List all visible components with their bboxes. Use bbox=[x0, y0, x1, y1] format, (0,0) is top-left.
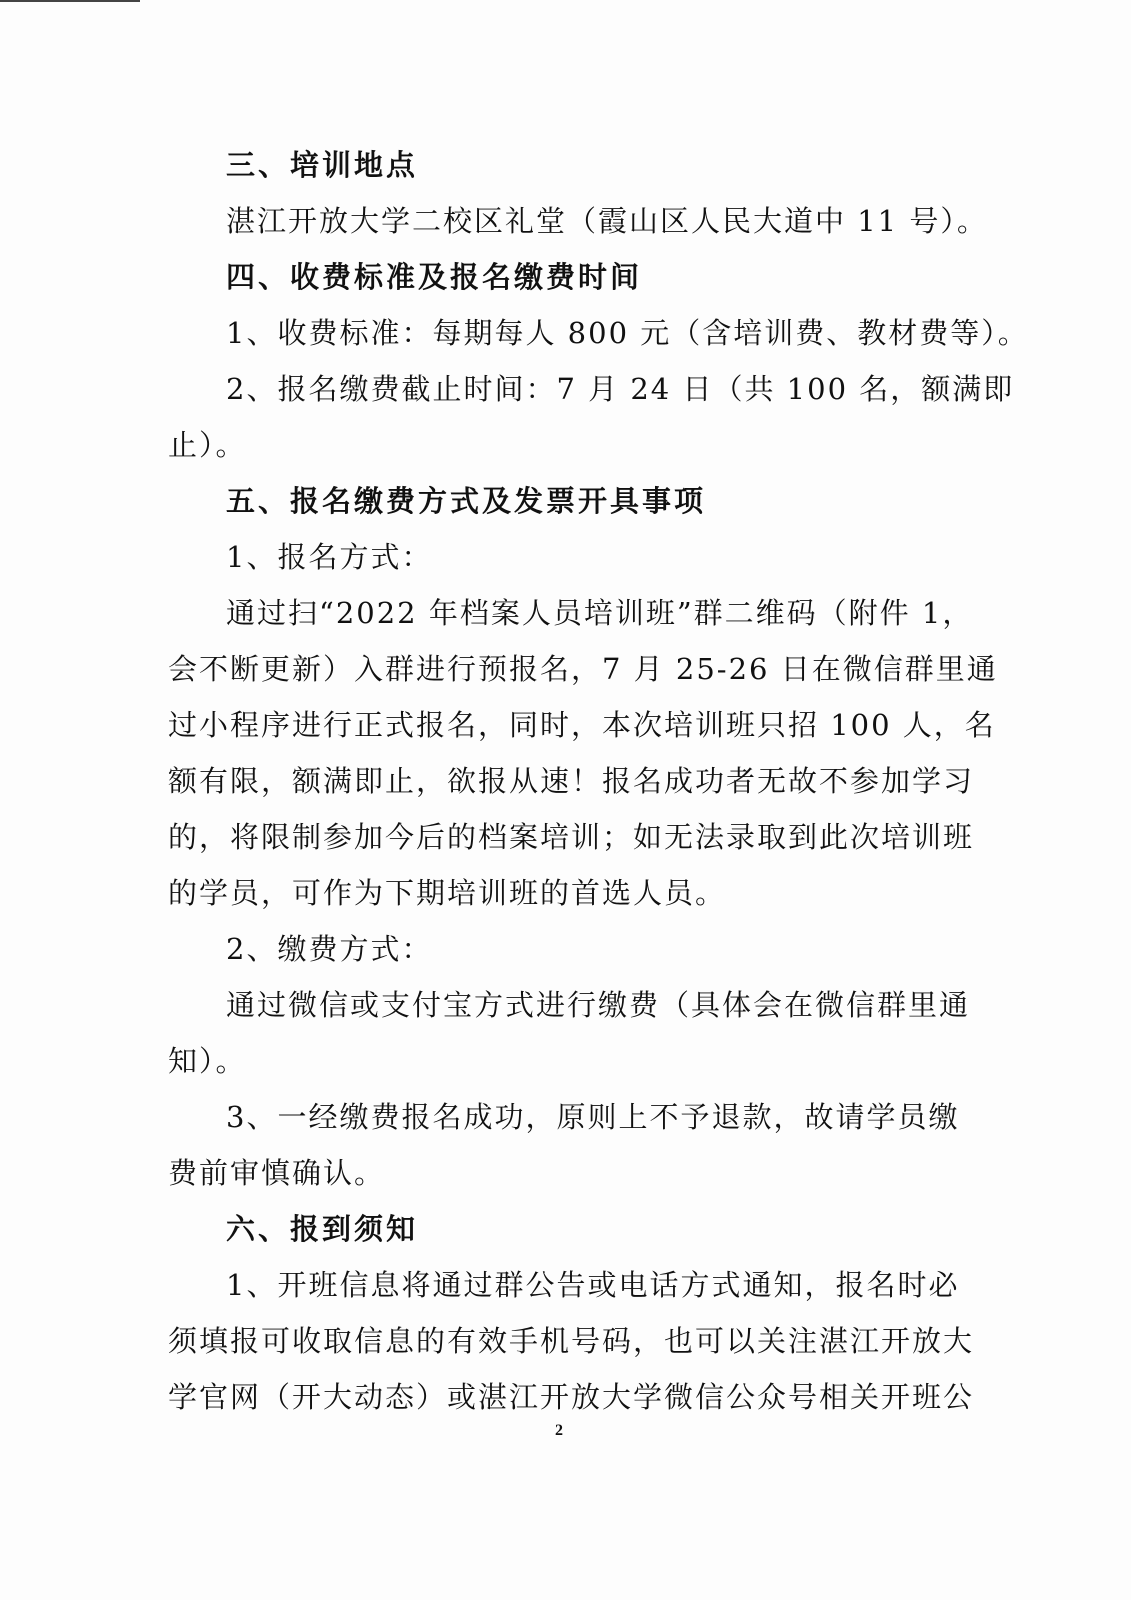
top-rule bbox=[0, 0, 140, 2]
section-6-heading: 六、报到须知 bbox=[226, 1212, 419, 1246]
section-4-item-2-line-2: 止）。 bbox=[168, 428, 247, 462]
section-5-item-1-label: 1、报名方式： bbox=[226, 540, 433, 574]
section-5-item-3-line: 费前审慎确认。 bbox=[168, 1156, 386, 1190]
section-5-item-1-line: 会不断更新）入群进行预报名，7 月 25-26 日在微信群里通 bbox=[168, 652, 998, 686]
section-5-item-1-line: 额有限，额满即止，欲报从速！报名成功者无故不参加学习 bbox=[168, 764, 975, 798]
section-5-item-1-line: 过小程序进行正式报名，同时，本次培训班只招 100 人，名 bbox=[168, 708, 996, 742]
section-5-item-2-label: 2、缴费方式： bbox=[226, 932, 433, 966]
section-6-item-1-line: 学官网（开大动态）或湛江开放大学微信公众号相关开班公 bbox=[168, 1380, 975, 1414]
section-4-heading: 四、收费标准及报名缴费时间 bbox=[226, 260, 643, 294]
section-5-item-1-line: 的，将限制参加今后的档案培训；如无法录取到此次培训班 bbox=[168, 820, 975, 854]
section-5-item-3-line: 3、一经缴费报名成功，原则上不予退款，故请学员缴 bbox=[226, 1100, 960, 1134]
section-5-item-1-line: 通过扫“2022 年档案人员培训班”群二维码（附件 1， bbox=[226, 596, 974, 630]
section-5-item-2-line: 知）。 bbox=[168, 1044, 247, 1078]
section-6-item-1-line: 须填报可收取信息的有效手机号码，也可以关注湛江开放大 bbox=[168, 1324, 975, 1358]
section-4-item-2-line-1: 2、报名缴费截止时间：7 月 24 日（共 100 名，额满即 bbox=[226, 372, 1015, 406]
section-4-item-1: 1、收费标准：每期每人 800 元（含培训费、教材费等）。 bbox=[226, 316, 1029, 350]
section-5-heading: 五、报名缴费方式及发票开具事项 bbox=[226, 484, 707, 518]
section-6-item-1-line: 1、开班信息将通过群公告或电话方式通知，报名时必 bbox=[226, 1268, 960, 1302]
section-5-item-1-line: 的学员，可作为下期培训班的首选人员。 bbox=[168, 876, 727, 910]
section-5-item-2-line: 通过微信或支付宝方式进行缴费（具体会在微信群里通 bbox=[226, 988, 971, 1022]
section-3-heading: 三、培训地点 bbox=[226, 148, 419, 182]
page-number: 2 bbox=[555, 1422, 563, 1439]
section-3-text: 湛江开放大学二校区礼堂（霞山区人民大道中 11 号）。 bbox=[226, 204, 988, 238]
